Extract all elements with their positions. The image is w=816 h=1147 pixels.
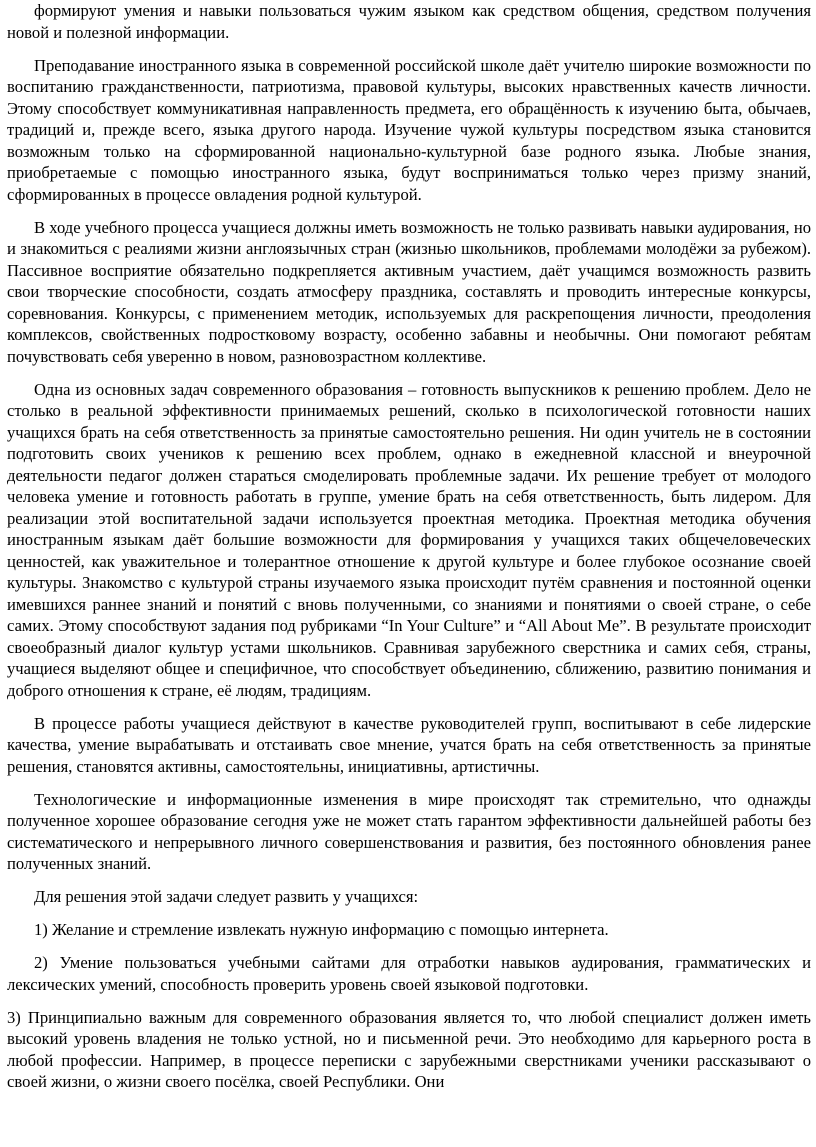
- paragraph-7: Для решения этой задачи следует развить у учащихся:: [34, 887, 419, 906]
- list-item-3: 3) Принципиально важным для современного образования является то, что любой специалист должен иметь высокий уровень владения не только устной, но и письменной речи. Это необходимо для карьерного роста в любой профессии. Например, в процессе переписки с зарубежными сверстниками ученики рассказывают о своей жизни, о жизни своего посёлка, своей Республики. Они: [7, 1007, 811, 1091]
- list-item-2: 2) Умение пользоваться учебными сайтами для отработки навыков аудирования, грамматических и лексических умений, способность проверить уровень своей языковой подготовки.: [7, 953, 811, 994]
- document-page: [7, 0, 811, 1104]
- paragraph-2: Преподавание иностранного языка в современной российской школе даёт учителю широкие возможности по воспитанию гражданственности, патриотизма, правовой культуры, высоких нравственных качеств личности. Этому способствует коммуникативная направленность предмета, его обращённость к изучению быта, обычаев, традиций и, прежде всего, языка другого народа. Изучение чужой культуры посредством языка становится возможным только на сформированной национально-культурной базе родного языка. Любые знания, приобретаемые с помощью иностранного языка, будут восприниматься только через призму знаний, сформированных в процессе овладения родной культурой.: [7, 55, 811, 204]
- paragraph-3: В ходе учебного процесса учащиеся должны иметь возможность не только развивать навыки аудирования, но и знакомиться с реалиями жизни англоязычных стран (жизнью школьников, проблемами молодёжи за рубежом). Пассивное восприятие обязательно подкрепляется активным участием, даёт учащимся возможность развить свои творческие способности, создать атмосферу праздника, составлять и проводить интересные конкурсы, соревнования. Конкурсы, с применением методик, используемых для раскрепощения личности, преодоления комплексов, свойственных подростковому возрасту, особенно забавны и необычны. Они помогают ребятам почувствовать себя уверенно в новом, разновозрастном коллективе.: [7, 217, 811, 366]
- paragraph-5: В процессе работы учащиеся действуют в качестве руководителей групп, воспитывают в себе лидерские качества, умение вырабатывать и отстаивать свое мнение, учатся брать на себя ответственность за принятые решения, становятся активны, самостоятельны, инициативны, артистичны.: [7, 713, 811, 776]
- paragraph-6: Технологические и информационные изменения в мире происходят так стремительно, что однажды полученное хорошее образование сегодня уже не может стать гарантом эффективности дальнейшей работы без систематического и непрерывного личного совершенствования и развития, без постоянного обновления ранее полученных знаний.: [7, 789, 811, 873]
- paragraph-1: формируют умения и навыки пользоваться чужим языком как средством общения, средством получения новой и полезной информации.: [7, 1, 811, 42]
- paragraph-4: Одна из основных задач современного образования – готовность выпускников к решению проблем. Дело не столько в реальной эффективности принимаемых решений, сколько в психологической готовности наших учащихся брать на себя ответственность за принятые самостоятельно решения. Ни один учитель не в состоянии подготовить своих учеников к решению всех проблем, однако в ежедневной классной и внеурочной деятельности педагог должен стараться смоделировать проблемные задачи. Их решение требует от молодого человека умение и готовность работать в группе, умение брать на себя ответственность, быть лидером. Для реализации этой воспитательной задачи используется проектная методика. Проектная методика обучения иностранным языкам даёт большие возможности для формирования у учащихся таких общечеловеческих ценностей, как уважительное и толерантное отношение к другой культуре и более глубокое осознание своей культуры. Знакомство с культурой страны изучаемого языка происходит путём сравнения и постоянной оценки имевшихся раннее знаний и понятий с вновь полученными, со знаниями и понятиями о своей стране, о себе самих. Этому способствуют задания под рубриками “In Your Culture” и “All About Me”. В результате происходит своеобразный диалог культур устами школьников. Сравнивая зарубежного сверстника и самих себя, страны, учащиеся выделяют общее и специфичное, что способствует объединению, сближению, развитию понимания и доброго отношения к стране, её людям, традициям.: [7, 379, 811, 700]
- list-item-1: 1) Желание и стремление извлекать нужную информацию с помощью интернета.: [34, 920, 609, 939]
